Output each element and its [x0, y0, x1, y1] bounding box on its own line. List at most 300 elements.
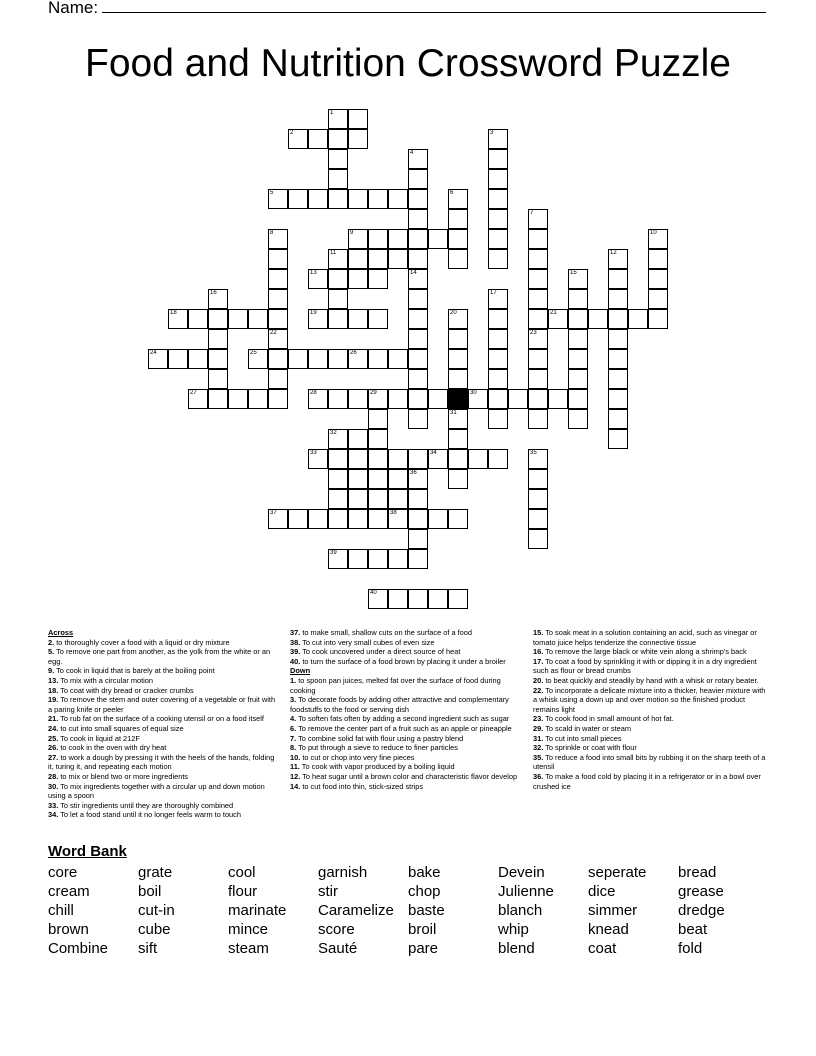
- word-bank-item: boil: [138, 883, 162, 900]
- clue-text: to work a dough by pressing it with the heels of the hands, folding it, turing it, and repeating each motion: [48, 752, 275, 772]
- grid-cell[interactable]: [528, 289, 548, 309]
- clues-column-3: [533, 628, 768, 791]
- clue-number: 29: [370, 390, 377, 396]
- grid-cell[interactable]: [248, 349, 268, 369]
- grid-cell[interactable]: [188, 349, 208, 369]
- grid-cell[interactable]: [588, 309, 608, 329]
- clue-text: to cut or chop into very fine pieces: [300, 752, 415, 762]
- grid-cell[interactable]: [568, 369, 588, 389]
- grid-cell[interactable]: [348, 429, 368, 449]
- word-bank-item: garnish: [318, 864, 368, 881]
- grid-cell[interactable]: [328, 389, 348, 409]
- grid-cell[interactable]: [408, 349, 428, 369]
- grid-cell[interactable]: [268, 289, 288, 309]
- grid-cell[interactable]: [328, 469, 348, 489]
- grid-cell[interactable]: [408, 489, 428, 509]
- grid-cell[interactable]: [568, 309, 588, 329]
- grid-cell[interactable]: [248, 309, 268, 329]
- grid-cell[interactable]: [268, 309, 288, 329]
- grid-cell[interactable]: [368, 469, 388, 489]
- grid-cell[interactable]: [448, 189, 468, 209]
- grid-cell[interactable]: [288, 509, 308, 529]
- grid-cell[interactable]: [448, 329, 468, 349]
- clue-number: 33: [310, 450, 317, 456]
- grid-cell[interactable]: [268, 329, 288, 349]
- grid-cell[interactable]: [368, 249, 388, 269]
- clue-num: 36.: [533, 771, 544, 781]
- grid-cell[interactable]: [608, 389, 628, 409]
- clue-num: 35.: [533, 752, 544, 762]
- clue: [48, 743, 276, 753]
- grid-cell[interactable]: [448, 409, 468, 429]
- grid-cell[interactable]: [548, 389, 568, 409]
- grid-cell[interactable]: [268, 389, 288, 409]
- grid-cell[interactable]: [328, 549, 348, 569]
- grid-cell[interactable]: [488, 369, 508, 389]
- grid-cell[interactable]: [648, 229, 668, 249]
- grid-cell[interactable]: [448, 449, 468, 469]
- grid-cell[interactable]: [468, 389, 488, 409]
- clue-number: 11: [330, 250, 337, 256]
- grid-cell[interactable]: [488, 169, 508, 189]
- word-bank-item: blanch: [498, 902, 543, 919]
- grid-cell[interactable]: [488, 389, 508, 409]
- clue: [533, 628, 768, 647]
- grid-cell[interactable]: [448, 469, 468, 489]
- grid-cell[interactable]: [388, 509, 408, 529]
- word-bank-item: chill: [48, 902, 74, 919]
- clue-num: 20.: [533, 675, 544, 685]
- clue-text: To mix ingredients together with a circular up and down motion using a spoon: [48, 781, 265, 801]
- word-bank-item: stir: [318, 883, 338, 900]
- grid-cell[interactable]: [288, 349, 308, 369]
- clue-num: 29.: [533, 723, 544, 733]
- clues-column-1: [48, 628, 276, 820]
- grid-cell[interactable]: [408, 549, 428, 569]
- clue-number: 24: [150, 350, 157, 356]
- grid-cell[interactable]: [428, 449, 448, 469]
- clue-num: 28.: [48, 771, 59, 781]
- word-bank-item: score: [318, 921, 355, 938]
- clue-num: 5.: [48, 647, 55, 657]
- word-bank-item: fold: [678, 940, 703, 957]
- grid-cell[interactable]: [288, 189, 308, 209]
- clue: [48, 647, 276, 666]
- grid-cell[interactable]: [408, 449, 428, 469]
- black-cell: [448, 389, 468, 409]
- grid-cell[interactable]: [368, 429, 388, 449]
- clue: [290, 647, 520, 657]
- grid-cell[interactable]: [408, 529, 428, 549]
- grid-cell[interactable]: [528, 469, 548, 489]
- grid-cell[interactable]: [368, 449, 388, 469]
- grid-cell[interactable]: [368, 189, 388, 209]
- grid-cell[interactable]: [448, 309, 468, 329]
- grid-cell[interactable]: [368, 269, 388, 289]
- clue-text: To cook with vapor produced by a boiling liquid: [299, 762, 455, 772]
- grid-cell[interactable]: [368, 349, 388, 369]
- grid-cell[interactable]: [348, 449, 368, 469]
- clue-num: 22.: [533, 685, 544, 695]
- grid-cell[interactable]: [248, 389, 268, 409]
- word-bank-item: whip: [498, 921, 529, 938]
- clue: [290, 676, 520, 695]
- grid-cell[interactable]: [368, 509, 388, 529]
- grid-cell[interactable]: [168, 309, 188, 329]
- grid-cell[interactable]: [648, 289, 668, 309]
- grid-cell[interactable]: [488, 349, 508, 369]
- word-bank-item: grease: [678, 883, 724, 900]
- grid-cell[interactable]: [408, 369, 428, 389]
- word-bank-item: seperate: [588, 864, 647, 881]
- grid-cell[interactable]: [268, 249, 288, 269]
- grid-cell[interactable]: [208, 289, 228, 309]
- clue-text: To soften fats often by adding a second ingredient such as sugar: [296, 714, 510, 724]
- grid-cell[interactable]: [528, 309, 548, 329]
- clue-num: 1.: [290, 675, 297, 685]
- grid-cell[interactable]: [488, 249, 508, 269]
- grid-cell[interactable]: [608, 329, 628, 349]
- clue-num: 30.: [48, 781, 59, 791]
- grid-cell[interactable]: [428, 589, 448, 609]
- grid-cell[interactable]: [348, 109, 368, 129]
- word-bank-item: Combine: [48, 940, 109, 957]
- name-label: Name:: [48, 0, 99, 17]
- grid-cell[interactable]: [268, 369, 288, 389]
- grid-cell[interactable]: [388, 449, 408, 469]
- grid-cell[interactable]: [488, 209, 508, 229]
- grid-cell[interactable]: [608, 349, 628, 369]
- clue-text: to thoroughly cover a food with a liquid or dry mixture: [54, 637, 230, 647]
- grid-cell[interactable]: [528, 249, 548, 269]
- clue-number: 25: [250, 350, 257, 356]
- grid-cell[interactable]: [408, 289, 428, 309]
- word-bank-title: Word Bank: [48, 843, 127, 860]
- grid-cell[interactable]: [448, 349, 468, 369]
- grid-cell[interactable]: [408, 229, 428, 249]
- clue-num: 13.: [48, 675, 59, 685]
- clue-number: 3: [490, 130, 494, 136]
- grid-cell[interactable]: [408, 189, 428, 209]
- grid-cell[interactable]: [528, 369, 548, 389]
- grid-cell[interactable]: [348, 489, 368, 509]
- grid-cell[interactable]: [308, 309, 328, 329]
- clue: [290, 753, 520, 763]
- grid-cell[interactable]: [628, 309, 648, 329]
- grid-cell[interactable]: [208, 309, 228, 329]
- grid-cell[interactable]: [348, 349, 368, 369]
- grid-cell[interactable]: [368, 309, 388, 329]
- grid-cell[interactable]: [328, 509, 348, 529]
- grid-cell[interactable]: [388, 489, 408, 509]
- grid-cell[interactable]: [408, 409, 428, 429]
- grid-cell[interactable]: [568, 269, 588, 289]
- grid-cell[interactable]: [428, 229, 448, 249]
- grid-cell[interactable]: [348, 469, 368, 489]
- grid-cell[interactable]: [208, 349, 228, 369]
- grid-cell[interactable]: [488, 329, 508, 349]
- grid-cell[interactable]: [648, 269, 668, 289]
- clue-number: 23: [530, 330, 537, 336]
- grid-cell[interactable]: [328, 449, 348, 469]
- grid-cell[interactable]: [208, 369, 228, 389]
- clue: [533, 686, 768, 715]
- grid-cell[interactable]: [328, 269, 348, 289]
- word-bank-item: simmer: [588, 902, 638, 919]
- clue-number: 31: [450, 410, 457, 416]
- grid-cell[interactable]: [268, 269, 288, 289]
- clue: [290, 772, 520, 782]
- grid-cell[interactable]: [568, 329, 588, 349]
- clue-text: to spoon pan juices, melted fat over the surface of food during cooking: [290, 675, 501, 695]
- grid-cell[interactable]: [448, 249, 468, 269]
- clue-number: 8: [270, 230, 274, 236]
- grid-cell[interactable]: [388, 229, 408, 249]
- grid-cell[interactable]: [368, 549, 388, 569]
- grid-cell[interactable]: [408, 149, 428, 169]
- grid-cell[interactable]: [388, 189, 408, 209]
- grid-cell[interactable]: [608, 429, 628, 449]
- grid-cell[interactable]: [488, 289, 508, 309]
- grid-cell[interactable]: [268, 509, 288, 529]
- grid-cell[interactable]: [328, 429, 348, 449]
- grid-cell[interactable]: [488, 409, 508, 429]
- grid-cell[interactable]: [408, 589, 428, 609]
- clue: [533, 753, 768, 772]
- clue-text: To let a food stand until it no longer feels warm to touch: [58, 810, 241, 820]
- grid-cell[interactable]: [608, 289, 628, 309]
- grid-cell[interactable]: [168, 349, 188, 369]
- grid-cell[interactable]: [368, 489, 388, 509]
- clue-num: 10.: [290, 752, 301, 762]
- grid-cell[interactable]: [448, 509, 468, 529]
- clue-num: 27.: [48, 752, 59, 762]
- grid-cell[interactable]: [268, 189, 288, 209]
- clue: [48, 638, 276, 648]
- grid-cell[interactable]: [408, 389, 428, 409]
- grid-cell[interactable]: [488, 129, 508, 149]
- word-bank-item: coat: [588, 940, 617, 957]
- grid-cell[interactable]: [408, 509, 428, 529]
- clue: [48, 734, 276, 744]
- grid-cell[interactable]: [528, 449, 548, 469]
- grid-cell[interactable]: [408, 469, 428, 489]
- word-bank-item: flour: [228, 883, 258, 900]
- grid-cell[interactable]: [348, 309, 368, 329]
- grid-cell[interactable]: [228, 389, 248, 409]
- word-bank-item: Julienne: [498, 883, 554, 900]
- word-bank-item: cut-in: [138, 902, 175, 919]
- clue-text: to turn the surface of a food brown by placing it under a broiler: [300, 656, 506, 666]
- grid-cell[interactable]: [528, 489, 548, 509]
- clue-text: to beat quickly and steadily by hand with a whisk or rotary beater.: [543, 675, 759, 685]
- grid-cell[interactable]: [328, 149, 348, 169]
- grid-cell[interactable]: [328, 349, 348, 369]
- grid-cell[interactable]: [368, 409, 388, 429]
- clue-number: 20: [450, 310, 457, 316]
- grid-cell[interactable]: [348, 509, 368, 529]
- clue: [290, 743, 520, 753]
- clue-text: To cook uncovered under a direct source of heat: [300, 647, 461, 657]
- clue-text: to make small, shallow cuts on the surface of a food: [300, 628, 472, 637]
- clue-number: 9: [350, 230, 354, 236]
- grid-cell[interactable]: [608, 269, 628, 289]
- grid-cell[interactable]: [308, 189, 328, 209]
- clue-text: to mix or blend two or more ingredients: [58, 771, 189, 781]
- clue-num: 11.: [290, 762, 300, 772]
- grid-cell[interactable]: [608, 249, 628, 269]
- grid-cell[interactable]: [388, 349, 408, 369]
- grid-cell[interactable]: [488, 229, 508, 249]
- grid-cell[interactable]: [608, 369, 628, 389]
- clue-num: 23.: [533, 714, 544, 724]
- grid-cell[interactable]: [528, 269, 548, 289]
- grid-cell[interactable]: [528, 409, 548, 429]
- grid-cell[interactable]: [408, 269, 428, 289]
- grid-cell[interactable]: [188, 389, 208, 409]
- grid-cell[interactable]: [428, 389, 448, 409]
- grid-cell[interactable]: [308, 449, 328, 469]
- grid-cell[interactable]: [308, 389, 328, 409]
- grid-cell[interactable]: [508, 389, 528, 409]
- grid-cell[interactable]: [328, 289, 348, 309]
- grid-cell[interactable]: [528, 229, 548, 249]
- clue-text: To remove one part from another, as the yolk from the white or an egg.: [48, 647, 271, 666]
- clue-num: 15.: [533, 628, 544, 637]
- grid-cell[interactable]: [548, 309, 568, 329]
- grid-cell[interactable]: [408, 169, 428, 189]
- clue-num: 4.: [290, 714, 297, 724]
- grid-cell[interactable]: [568, 289, 588, 309]
- grid-cell[interactable]: [308, 129, 328, 149]
- word-bank-item: cool: [228, 864, 256, 881]
- grid-cell[interactable]: [528, 329, 548, 349]
- grid-cell[interactable]: [528, 509, 548, 529]
- clue-num: 7.: [290, 733, 297, 743]
- grid-cell[interactable]: [308, 269, 328, 289]
- clue-number: 2: [290, 130, 294, 136]
- grid-cell[interactable]: [428, 509, 448, 529]
- clue: [290, 762, 520, 772]
- grid-cell[interactable]: [388, 469, 408, 489]
- grid-cell[interactable]: [348, 129, 368, 149]
- grid-cell[interactable]: [368, 589, 388, 609]
- word-bank-item: blend: [498, 940, 535, 957]
- grid-cell[interactable]: [388, 549, 408, 569]
- grid-cell[interactable]: [328, 249, 348, 269]
- clue-number: 39: [330, 550, 337, 556]
- grid-cell[interactable]: [348, 249, 368, 269]
- clue: [48, 810, 276, 820]
- grid-cell[interactable]: [448, 369, 468, 389]
- grid-cell[interactable]: [528, 349, 548, 369]
- grid-cell[interactable]: [228, 309, 248, 329]
- word-bank-item: baste: [408, 902, 445, 919]
- grid-cell[interactable]: [528, 209, 548, 229]
- grid-cell[interactable]: [648, 249, 668, 269]
- grid-cell[interactable]: [328, 189, 348, 209]
- grid-cell[interactable]: [568, 389, 588, 409]
- grid-cell[interactable]: [328, 489, 348, 509]
- clue-text: To cook food in small amount of hot fat.: [543, 714, 674, 724]
- clue-number: 37: [270, 510, 277, 516]
- clue-text: To cut into very small cubes of even size: [300, 637, 435, 647]
- grid-cell[interactable]: [348, 549, 368, 569]
- grid-cell[interactable]: [468, 449, 488, 469]
- grid-cell[interactable]: [288, 129, 308, 149]
- grid-cell[interactable]: [268, 229, 288, 249]
- grid-cell[interactable]: [488, 449, 508, 469]
- clue-number: 21: [550, 310, 557, 316]
- grid-cell[interactable]: [568, 409, 588, 429]
- clue: [290, 695, 520, 714]
- grid-cell[interactable]: [608, 409, 628, 429]
- grid-cell[interactable]: [268, 349, 288, 369]
- grid-cell[interactable]: [448, 229, 468, 249]
- clue-number: 34: [430, 450, 437, 456]
- clue-num: 25.: [48, 733, 59, 743]
- grid-cell[interactable]: [348, 389, 368, 409]
- grid-cell[interactable]: [348, 269, 368, 289]
- clue-number: 19: [310, 310, 317, 316]
- grid-cell[interactable]: [208, 329, 228, 349]
- grid-cell[interactable]: [348, 189, 368, 209]
- clue-num: 19.: [48, 695, 59, 705]
- clue-num: 16.: [533, 647, 544, 657]
- grid-cell[interactable]: [148, 349, 168, 369]
- grid-cell[interactable]: [408, 309, 428, 329]
- grid-cell[interactable]: [308, 509, 328, 529]
- grid-cell[interactable]: [408, 249, 428, 269]
- grid-cell[interactable]: [488, 149, 508, 169]
- clue: [290, 714, 520, 724]
- clue-num: 3.: [290, 695, 297, 705]
- word-bank-item: dredge: [678, 902, 725, 919]
- grid-cell[interactable]: [528, 389, 548, 409]
- grid-cell[interactable]: [188, 309, 208, 329]
- grid-cell[interactable]: [408, 329, 428, 349]
- grid-cell[interactable]: [368, 389, 388, 409]
- grid-cell[interactable]: [328, 129, 348, 149]
- grid-cell[interactable]: [488, 189, 508, 209]
- grid-cell[interactable]: [408, 209, 428, 229]
- grid-cell[interactable]: [528, 529, 548, 549]
- clue-text: To soak meat in a solution containing an acid, such as vinegar or tomato juice helps tenderize the connective tissue: [533, 628, 757, 647]
- grid-cell[interactable]: [328, 169, 348, 189]
- clue: [48, 772, 276, 782]
- grid-cell[interactable]: [388, 589, 408, 609]
- grid-cell[interactable]: [208, 389, 228, 409]
- grid-cell[interactable]: [368, 229, 388, 249]
- grid-cell[interactable]: [388, 389, 408, 409]
- clues-column-2: [290, 628, 520, 791]
- grid-cell[interactable]: [348, 229, 368, 249]
- grid-cell[interactable]: [448, 589, 468, 609]
- grid-cell[interactable]: [388, 249, 408, 269]
- grid-cell[interactable]: [328, 309, 348, 329]
- grid-cell[interactable]: [488, 309, 508, 329]
- grid-cell[interactable]: [448, 209, 468, 229]
- grid-cell[interactable]: [448, 429, 468, 449]
- clue-num: 8.: [290, 743, 297, 753]
- grid-cell[interactable]: [328, 109, 348, 129]
- grid-cell[interactable]: [568, 349, 588, 369]
- grid-cell[interactable]: [648, 309, 668, 329]
- clue-text: To cut into small pieces: [543, 733, 622, 743]
- clue-number: 35: [530, 450, 537, 456]
- grid-cell[interactable]: [608, 309, 628, 329]
- grid-cell[interactable]: [308, 349, 328, 369]
